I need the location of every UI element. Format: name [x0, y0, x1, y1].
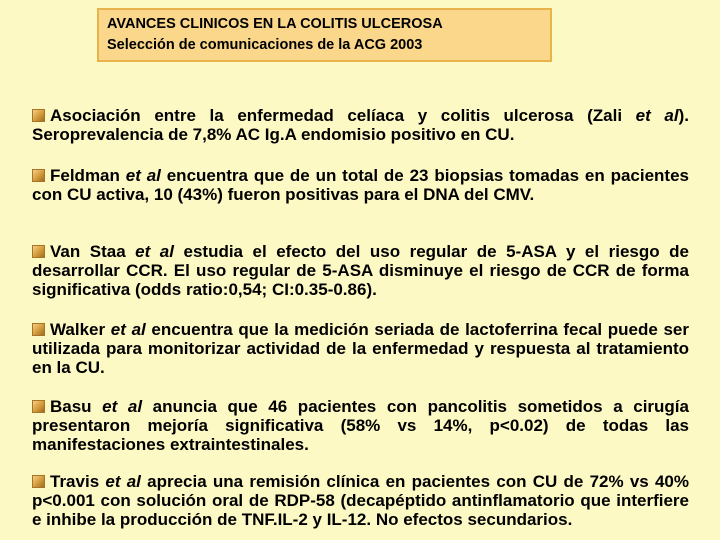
- item-text-etal: et al: [635, 106, 679, 125]
- item-text-etal: et al: [125, 166, 161, 185]
- list-item: [32, 242, 689, 299]
- item-text-post: ). Seroprevalencia de 7,8% AC Ig.A endomisio positivo en CU.: [32, 106, 689, 144]
- item-text-pre: Basu: [50, 397, 103, 416]
- item-text-post: estudia el efecto del uso regular de 5-ASA y el riesgo de desarrollar CCR. El uso regular de 5-ASA disminuye el riesgo de CCR de forma significativa (odds ratio:0,54; CI:0.35-0.86).: [32, 242, 689, 299]
- item-text-etal: et al: [135, 242, 174, 261]
- bullet-icon: [32, 475, 45, 488]
- item-text-pre: Walker: [50, 320, 111, 339]
- item-text-post: aprecia una remisión clínica en pacientes con CU de 72% vs 40% p<0.001 con solución oral de RDP-58 (decapéptido antinflamatorio que interfiere e inhibe la producción de TNF.IL-2 y IL-12. No efectos secundarios.: [32, 472, 689, 529]
- bullet-icon: [32, 245, 45, 258]
- bullet-icon: [32, 400, 45, 413]
- item-text-post: encuentra que de un total de 23 biopsias tomadas en pacientes con CU activa, 10 (43%) fueron positivas para el DNA del CMV.: [32, 166, 689, 204]
- page-title: AVANCES CLINICOS EN LA COLITIS ULCEROSA: [107, 16, 443, 32]
- list-item: [32, 397, 689, 454]
- bullet-icon: [32, 323, 45, 336]
- list-item: [32, 472, 689, 529]
- item-text-pre: Travis: [50, 472, 106, 491]
- item-text-pre: Feldman: [50, 166, 126, 185]
- item-text-etal: et al: [110, 320, 146, 339]
- item-text-post: encuentra que la medición seriada de lactoferrina fecal puede ser utilizada para monitorizar actividad de la enfermedad y respuesta al tratamiento en la CU.: [32, 320, 689, 377]
- item-text-pre: Asociación entre la enfermedad celíaca y colitis ulcerosa (Zali: [50, 106, 636, 125]
- bullet-icon: [32, 169, 45, 182]
- bullet-icon: [32, 109, 45, 122]
- title-box: [97, 8, 552, 62]
- list-item: [32, 320, 689, 377]
- item-text-etal: et al: [102, 397, 143, 416]
- item-text-pre: Van Staa: [50, 242, 136, 261]
- item-text-etal: et al: [105, 472, 141, 491]
- list-item: [32, 166, 689, 204]
- page-subtitle: Selección de comunicaciones de la ACG 2003: [107, 37, 423, 53]
- item-text-post: anuncia que 46 pacientes con pancolitis sometidos a cirugía presentaron mejoría significativa (58% vs 14%, p<0.02) de todas las manifestaciones extraintestinales.: [32, 397, 689, 454]
- list-item: [32, 106, 689, 144]
